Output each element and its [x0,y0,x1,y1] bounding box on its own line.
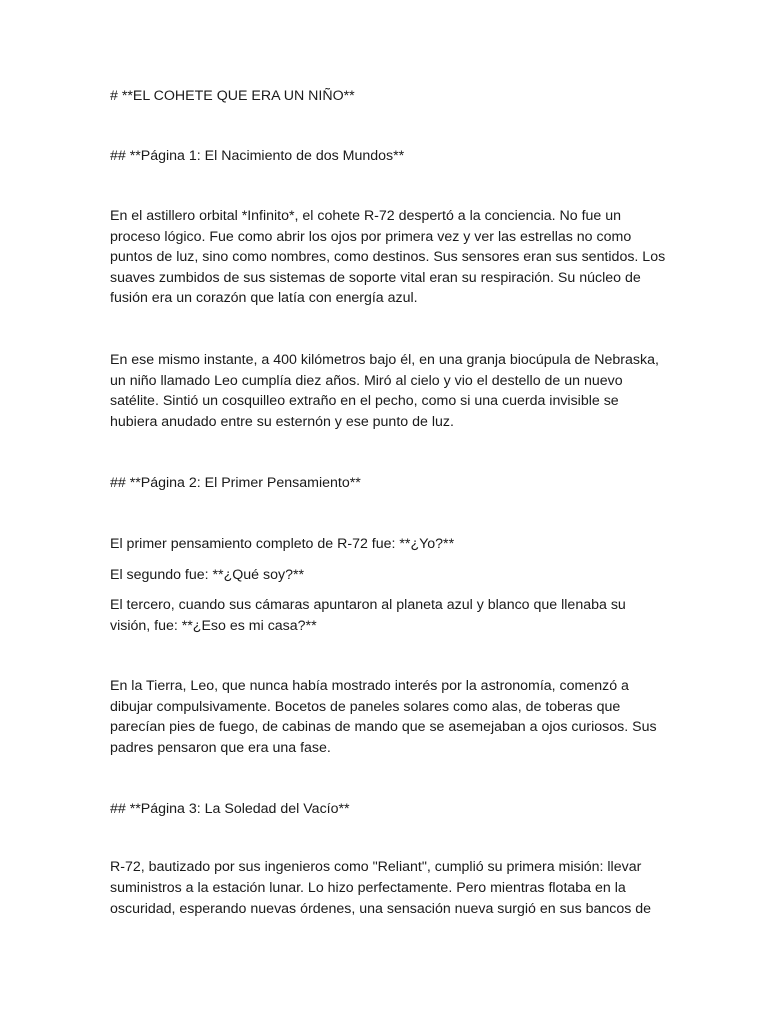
paragraph-line: R-72, bautizado por sus ingenieros como "Reliant", cumplió su primera misión: llevar [110,859,642,875]
section-heading-page-1: ## **Página 1: El Nacimiento de dos Mundos** [110,148,405,164]
paragraph-line: En el astillero orbital *Infinito*, el cohete R-72 despertó a la conciencia. No fue un [110,208,622,224]
paragraph-line: suaves zumbidos de sus sistemas de soporte vital eran su respiración. Su núcleo de [110,270,641,286]
paragraph-line: parecían pies de fuego, de cabinas de mando que se asemejaban a ojos curiosos. Sus [110,719,657,735]
paragraph-line: padres pensaron que era una fase. [110,740,331,756]
paragraph-line: hubiera anudado entre su esternón y ese punto de luz. [110,414,454,430]
paragraph-line: satélite. Sintió un cosquilleo extraño en el pecho, como si una cuerda invisible se [110,393,619,409]
paragraph-line: visión, fue: **¿Eso es mi casa?** [110,618,317,634]
section-heading-page-3: ## **Página 3: La Soledad del Vacío** [110,801,350,817]
paragraph-line: puntos de luz, sino como nombres, como destinos. Sus sensores eran sus sentidos. Los [110,249,666,265]
paragraph-line: dibujar compulsivamente. Bocetos de paneles solares como alas, de toberas que [110,699,621,715]
document-title: # **EL COHETE QUE ERA UN NIÑO** [110,88,355,104]
paragraph-line: proceso lógico. Fue como abrir los ojos por primera vez y ver las estrellas no como [110,229,632,245]
paragraph-line: suministros a la estación lunar. Lo hizo perfectamente. Pero mientras flotaba en la [110,880,626,896]
paragraph-line: El primer pensamiento completo de R-72 fue: **¿Yo?** [110,536,455,552]
paragraph-line: oscuridad, esperando nuevas órdenes, una sensación nueva surgió en sus bancos de [110,901,652,917]
paragraph-line: El segundo fue: **¿Qué soy?** [110,567,305,583]
section-heading-page-2: ## **Página 2: El Primer Pensamiento** [110,475,361,491]
paragraph-line: El tercero, cuando sus cámaras apuntaron al planeta azul y blanco que llenaba su [110,597,626,613]
paragraph-line: En ese mismo instante, a 400 kilómetros bajo él, en una granja biocúpula de Nebraska, [110,352,659,368]
paragraph-line: fusión era un corazón que latía con energía azul. [110,290,418,306]
paragraph-line: En la Tierra, Leo, que nunca había mostrado interés por la astronomía, comenzó a [110,678,629,694]
paragraph-line: un niño llamado Leo cumplía diez años. Miró al cielo y vio el destello de un nuevo [110,373,623,389]
